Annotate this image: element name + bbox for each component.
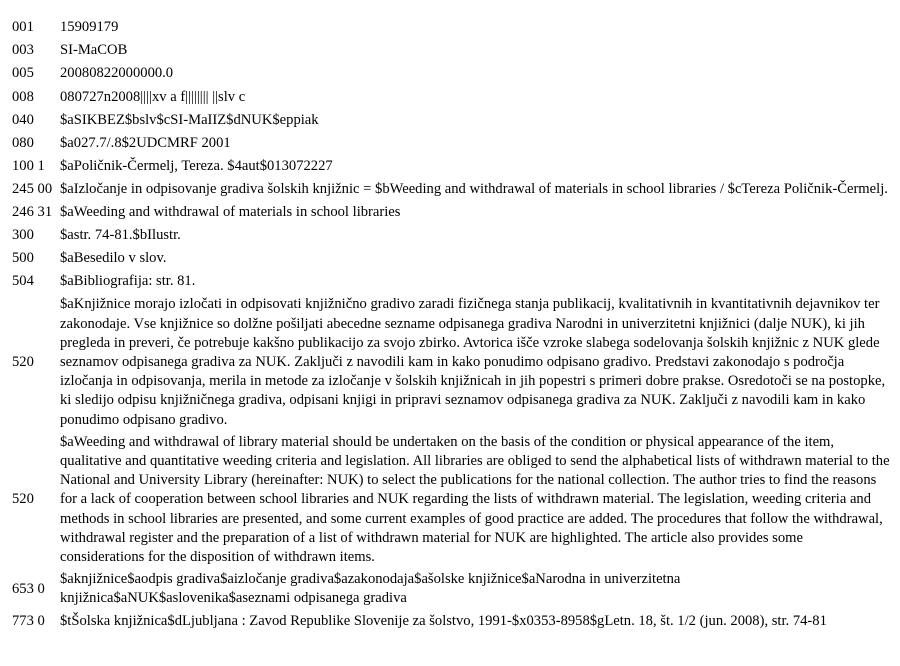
marc-field-653 [12, 568, 890, 609]
field-tag: 080 [12, 135, 34, 152]
field-value: $aSIKBEZ$bslv$cSI-MaIIZ$dNUK$eppiak [60, 111, 319, 128]
field-value: $aIzločanje in odpisovanje gradiva šolskih knjižnic = $bWeeding and withdrawal of materials in school libraries / $cTereza Poličnik-Čermelj. [60, 181, 888, 198]
marc-field-246 [12, 201, 890, 224]
marc-field-520-slv [12, 293, 890, 430]
field-tag: 653 0 [12, 580, 45, 597]
field-tag: 040 [12, 111, 34, 128]
marc-field-003 [12, 39, 890, 62]
field-tag: 300 [12, 226, 34, 243]
field-value: 080727n2008||||xv a f|||||||| ||slv c [60, 88, 246, 105]
field-value: SI-MaCOB [60, 42, 128, 59]
field-value: $aWeeding and withdrawal of library material should be undertaken on the basis of the condition or physical appearance of the item, qualitative and quantitative weeding criteria and legislation. All libraries are obliged to send the alphabetical lists of withdrawn material to the National and University Library (hereinafter: NUK) to select the publications for the national collection. The author tries to find the reasons for a lack of cooperation between school libraries and NUK regarding the lists of withdrawn material. The legislation, weeding criteria and methods in school libraries are presented, and some current examples of good practice are added. The procedures that follow the withdrawal, withdrawal register and the preparation of a list of withdrawn material for NUK are highlighted. The article also provides some considerations for the disposition of withdrawn items. [60, 433, 890, 566]
field-tag: 245 00 [12, 181, 53, 198]
field-tag: 100 1 [12, 158, 45, 175]
field-tag: 520 [12, 491, 34, 508]
field-tag: 005 [12, 65, 34, 82]
marc-field-300 [12, 224, 890, 247]
marc-fields-table [12, 16, 890, 633]
field-value: $aBesedilo v slov. [60, 250, 167, 267]
marc-field-500 [12, 247, 890, 270]
field-value: $aBibliografija: str. 81. [60, 273, 196, 290]
marc-field-008 [12, 86, 890, 109]
field-tag: 500 [12, 250, 34, 267]
field-tag: 504 [12, 273, 34, 290]
marc-field-100 [12, 155, 890, 178]
field-value: $aPoličnik-Čermelj, Tereza. $4aut$013072227 [60, 158, 333, 175]
field-value: $tŠolska knjižnica$dLjubljana : Zavod Republike Slovenije za šolstvo, 1991-$x0353-8958$gLetn. 18, št. 1/2 (jun. 2008), str. 74-81 [60, 612, 827, 629]
field-value: 20080822000000.0 [60, 65, 174, 82]
field-value: $aKnjižnice morajo izločati in odpisovati knjižnično gradivo zaradi fizičnega stanja publikacij, kvalitativnih in kvantitativnih dejavnikov ter zakonodaje. Vse knjižnice so dolžne pošiljati abecedne sezname odpisanega gradiva Narodni in univerzitetni knjižnici (dalje NUK), ki jih pregleda in preveri, če potrebuje kakšno publikacijo za svojo zbirko. Avtorica išče vzroke slabega sodelovanja šolskih knjižnic z NUK glede seznamov odpisanega gradiva za NUK. Zaključi z navodili kam in kako ponudimo odpisano gradivo. Predstavi zakonodajo s področja izločanja in odpisovanja, merila in metode za izločanje v šolskih knjižnicah in jih popestri s primeri dobre prakse. Osredotoči se na postopke, ki sledijo odpisu knjižničnega gradiva, odpisani knjigi in pripravi seznamov odpisanega gradiva za NUK. Zaključi z navodili kam in kako ponudimo odpisano gradivo. [60, 296, 886, 428]
field-value: $aknjižnice$aodpis gradiva$aizločanje gradiva$azakonodaja$ašolske knjižnice$aNarodna in univerzitetna knjižnica$aNUK$aslovenika$aseznami odpisanega gradiva [60, 571, 681, 607]
field-value: $astr. 74-81.$bIlustr. [60, 226, 181, 243]
marc-field-005 [12, 62, 890, 85]
field-value: $a027.7/.8$2UDCMRF 2001 [60, 135, 231, 152]
marc-field-080 [12, 132, 890, 155]
field-tag: 520 [12, 354, 34, 371]
field-value: 15909179 [60, 19, 119, 35]
marc-field-773 [12, 610, 890, 633]
field-tag: 001 [12, 19, 34, 35]
field-tag: 008 [12, 88, 34, 105]
marc-field-245 [12, 178, 890, 200]
marc-field-504 [12, 270, 890, 293]
marc-fields-body [12, 16, 890, 633]
field-tag: 773 0 [12, 612, 45, 629]
marc-field-001 [12, 16, 890, 39]
marc-field-040 [12, 109, 890, 132]
field-tag: 003 [12, 42, 34, 59]
field-value: $aWeeding and withdrawal of materials in school libraries [60, 203, 401, 220]
marc-field-520-eng [12, 431, 890, 568]
field-tag: 246 31 [12, 203, 53, 220]
